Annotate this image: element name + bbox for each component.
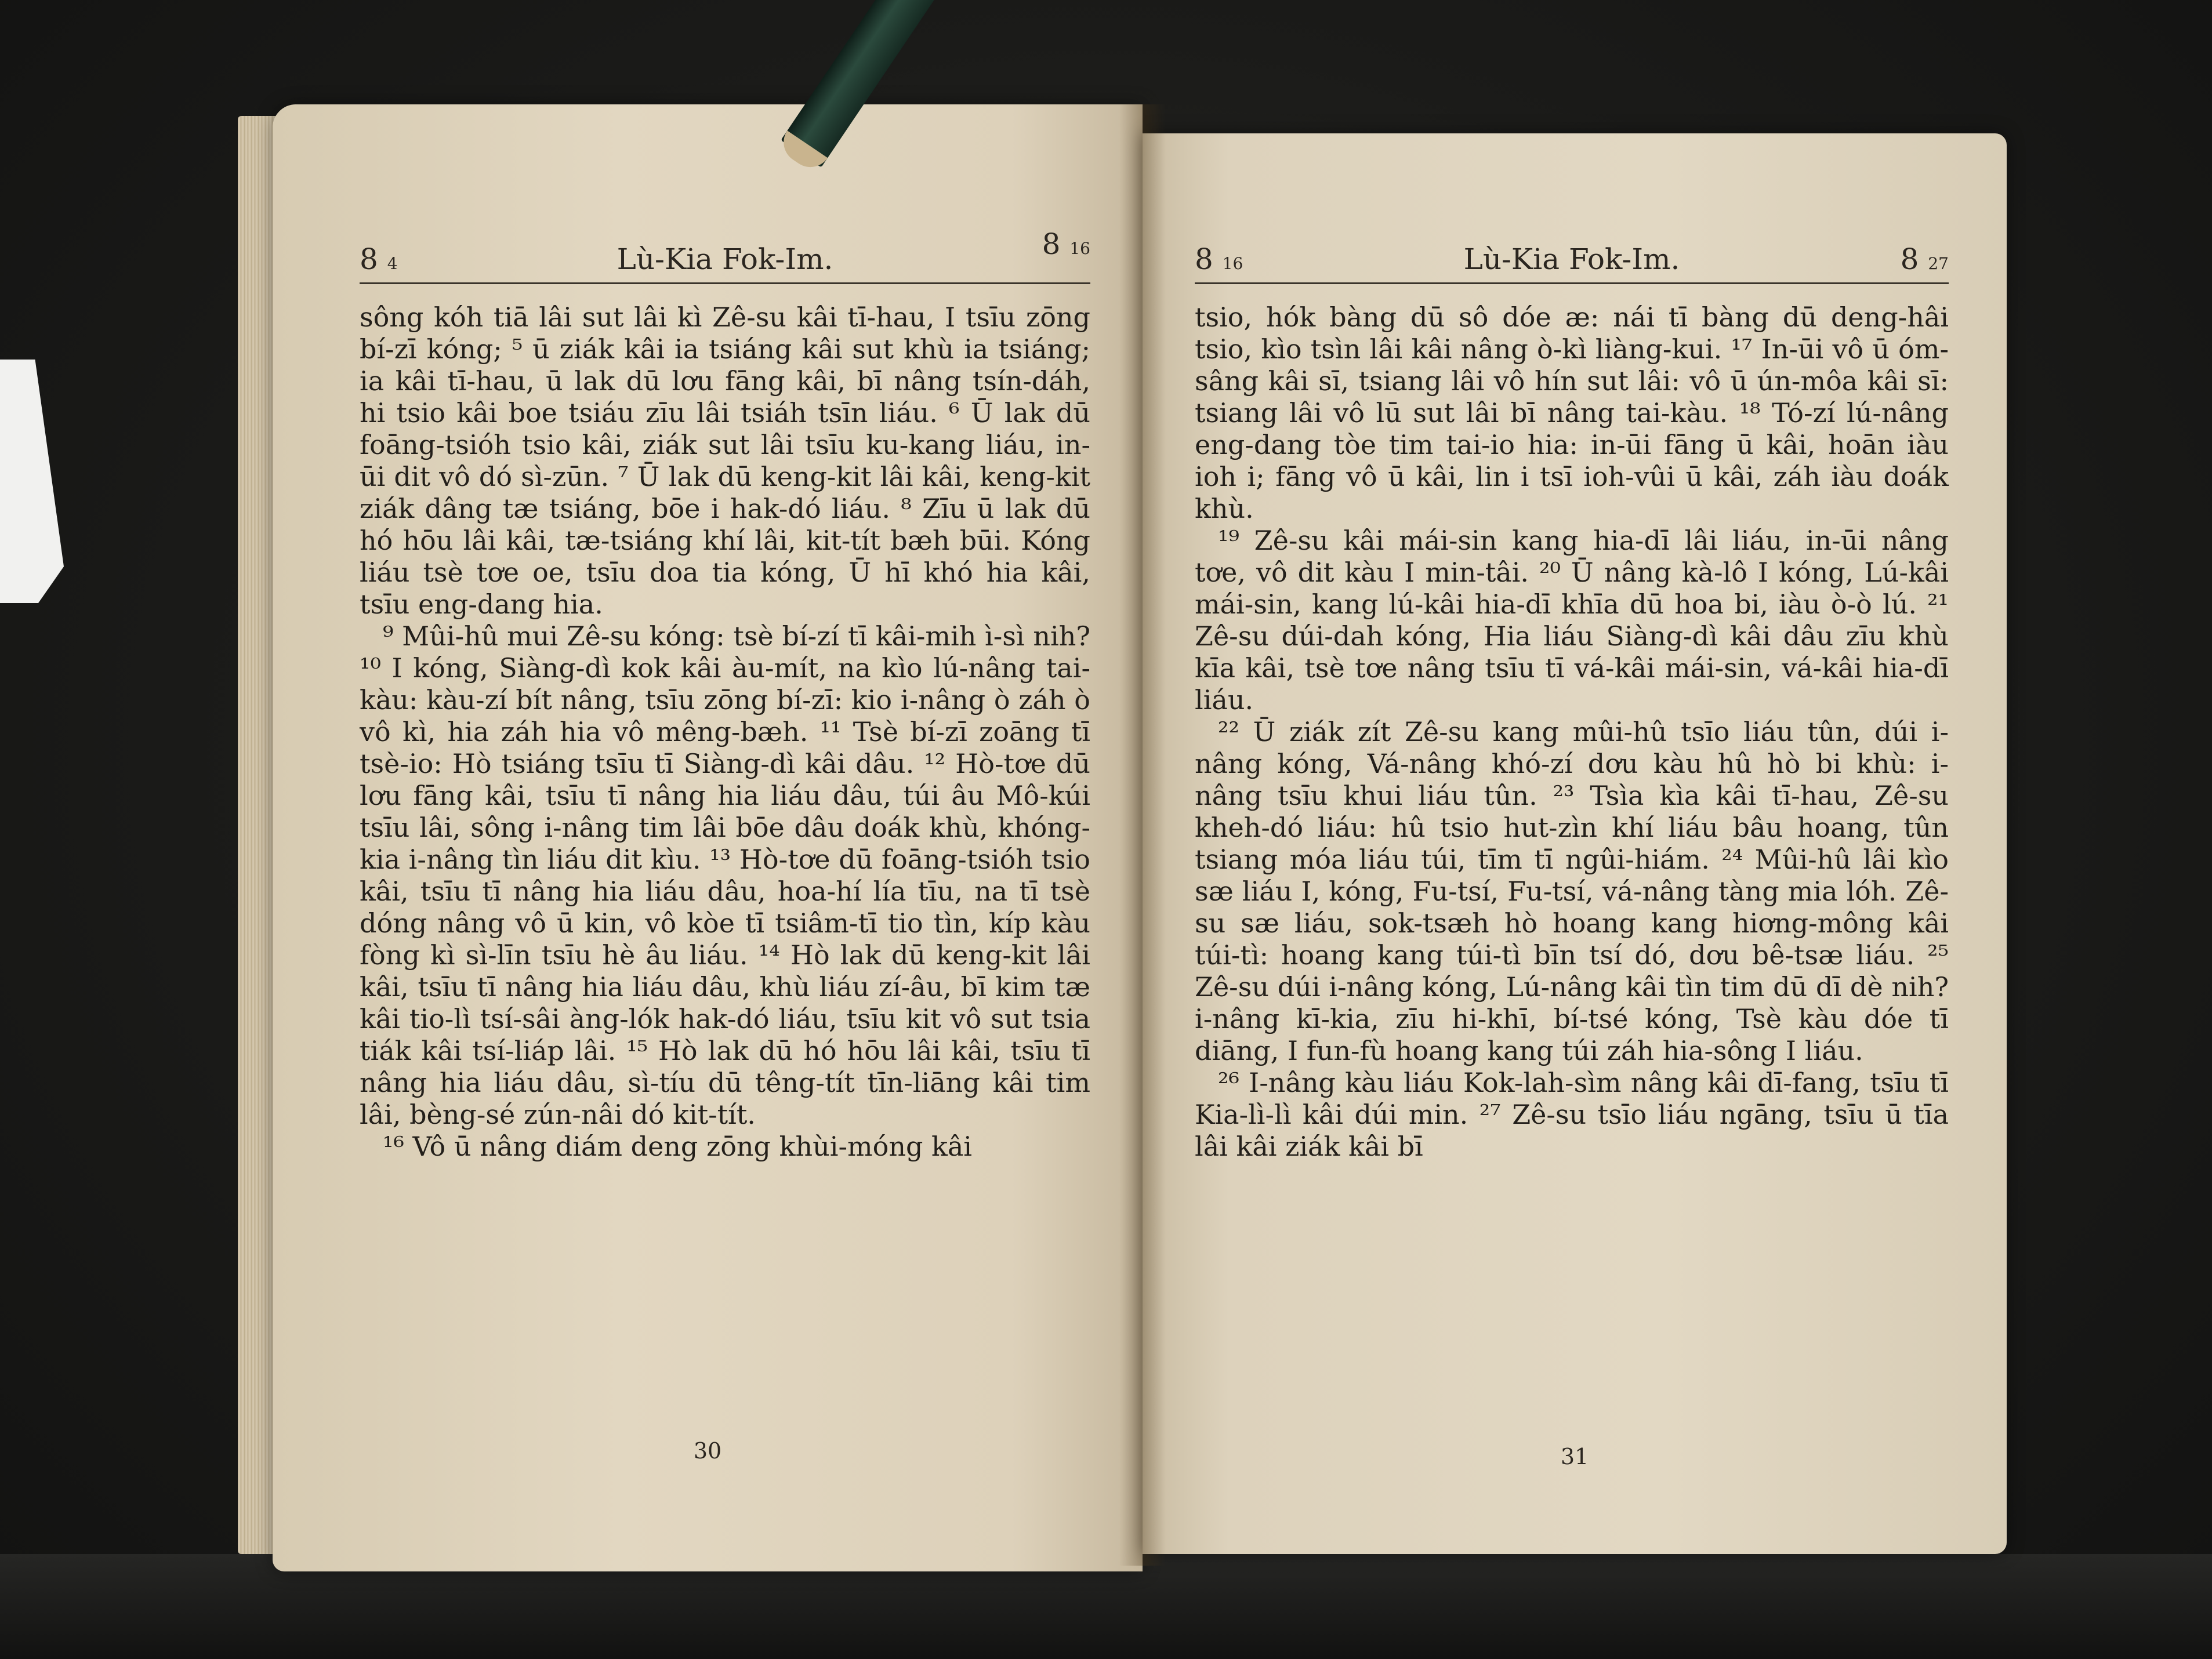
right-header-chapter: 8 16	[1195, 242, 1243, 276]
right-page-text	[1195, 302, 1949, 1163]
right-page	[1143, 133, 2007, 1554]
right-paragraph: ²² Ū ziák zít Zê-su kang mûi-hû tsīo liáu tûn, dúi i-nâng kóng, Vá-nâng khó-zí dơu kàu hû hò bi khù: i-nâng tsīu khui liáu tûn. ²³ Tsìa kìa kâi tī-hau, Zê-su kheh-dó liáu: hû tsio hut-zìn khí liáu bâu hoang, tûn tsiang móa liáu túi, tīm tī ngûi-hiám. ²⁴ Mûi-hû lâi kìo sæ liáu I, kóng, Fu-tsí, Fu-tsí, vá-nâng tàng mia lóh. Zê-su sæ liáu, sok-tsæh hò hoang kang hiơng-mông kâi túi-tì: hoang kang túi-tì bīn tsí dó, dơu bê-tsæ liáu. ²⁵ Zê-su dúi i-nâng kóng, Lú-nâng kâi tìn tim dū dī dè nih? i-nâng kī-kia, zīu hi-khī, bí-tsé kóng, Tsè kàu dóe tī diāng, I fun-fù hoang kang túi záh hia-sông I liáu.	[1195, 716, 1949, 1066]
open-book	[238, 81, 2012, 1600]
right-header-verse: 8 27	[1900, 242, 1949, 276]
left-page	[273, 104, 1143, 1571]
right-paragraph: ²⁶ I-nâng kàu liáu Kok-lah-sìm nâng kâi dī-fang, tsīu tī Kia-lì-lì kâi dúi min. ²⁷ Zê-su tsīo liáu ngāng, tsīu ū tīa lâi kâi ziák kâi bī	[1195, 1067, 1949, 1162]
left-header-title: Lù-Kia Fok-Im.	[617, 242, 833, 276]
right-header-rule	[1195, 282, 1949, 284]
right-paragraph: tsio, hók bàng dū sô dóe æ: nái tī bàng dū deng-hâi tsio, kìo tsìn lâi kâi nâng ò-kì liàng-kui. ¹⁷ In-ūi vô ū óm-sâng kâi sī, tsiang lâi vô hín sut lâi: vô ū ún-môa kâi sī: tsiang lâi vô lū sut lâi bī nâng tai-kàu. ¹⁸ Tó-zí lú-nâng eng-dang tòe tim tai-io hia: in-ūi fāng ū kâi, hoān iàu ioh i; fāng vô ū kâi, lin i tsī ioh-vûi ū kâi, záh iàu doák khù.	[1195, 302, 1949, 524]
left-page-header	[360, 227, 1090, 284]
right-page-header	[1195, 232, 1949, 284]
right-paragraph: ¹⁹ Zê-su kâi mái-sin kang hia-dī lâi liáu, in-ūi nâng tơe, vô dit kàu I min-tâi. ²⁰ Ū nâng kà-lô I kóng, Lú-kâi mái-sin, kang lú-kâi hia-dī khīa dū hoa bi, iàu ò-ò lú. ²¹ Zê-su dúi-dah kóng, Hia liáu Siàng-dì kâi dâu zīu khù kīa kâi, tsè tơe nâng tsīu tī vá-kâi mái-sin, vá-kâi hia-dī liáu.	[1195, 525, 1949, 716]
left-header-verse: 8 16	[1042, 227, 1090, 261]
left-paragraph: sông kóh tiā lâi sut lâi kì Zê-su kâi tī-hau, I tsīu zōng bí-zī kóng; ⁵ ū ziák kâi ia tsiáng kâi sut khù ia tsiáng; ia kâi tī-hau, ū lak dū lơu fāng kâi, bī nâng tsín-dáh, hi tsio kâi boe tsiáu zīu lâi tsiáh tsīn liáu. ⁶ Ū lak dū foāng-tsióh tsio kâi, ziák sut lâi tsīu ku-kang liáu, in-ūi dit vô dó sì-zūn. ⁷ Ū lak dū keng-kit lâi kâi, keng-kit ziák dâng tæ tsiáng, bōe i hak-dó liáu. ⁸ Zīu ū lak dū hó hōu lâi kâi, tæ-tsiáng khí lâi, kit-tít bæh būi. Kóng liáu tsè tơe oe, tsīu doa tia kóng, Ū hī khó hia kâi, tsīu eng-dang hia.	[360, 302, 1090, 620]
right-page-number: 31	[1560, 1444, 1589, 1469]
left-header-rule	[360, 282, 1090, 284]
left-page-number: 30	[693, 1438, 722, 1464]
left-paragraph: ¹⁶ Vô ū nâng diám deng zōng khùi-móng kâi	[383, 1131, 973, 1162]
left-paragraph: ⁹ Mûi-hû mui Zê-su kóng: tsè bí-zí tī kâi-mih ì-sì nih? ¹⁰ I kóng, Siàng-dì kok kâi àu-mít, na kìo lú-nâng tai-kàu: kàu-zí bít nâng, tsīu zōng bí-zī: kio i-nâng ò záh ò vô kì, hia záh hia vô mêng-bæh. ¹¹ Tsè bí-zī zoāng tī tsè-io: Hò tsiáng tsīu tī Siàng-dì kâi dâu. ¹² Hò-tơe dū lơu fāng kâi, tsīu tī nâng hia liáu dâu, túi âu Mô-kúi tsīu lâi, sông i-nâng tim lâi bōe dâu doák khù, khóng-kia i-nâng tìn liáu dit kìu. ¹³ Hò-tơe dū foāng-tsióh tsio kâi, tsīu tī nâng hia liáu dâu, hoa-hí lía tīu, na tī tsè dóng nâng vô ū kin, vô kòe tī tsiâm-tī tio tìn, kíp kàu fòng kì sì-līn tsīu hè âu liáu. ¹⁴ Hò lak dū keng-kit lâi kâi, tsīu tī nâng hia liáu dâu, khù liáu zí-âu, bī kim tæ kâi tio-lì tsí-sâi àng-lók hak-dó liáu, tsīu kit vô sut tsia tiák kâi tsí-liáp lâi. ¹⁵ Hò lak dū hó hōu lâi kâi, tsīu tī nâng hia liáu dâu, sì-tíu dū têng-tít tīn-liāng kâi tim lâi, bèng-sé zún-nâi dó kit-tít.	[360, 620, 1090, 1130]
left-page-text	[360, 302, 1090, 1163]
right-header-title: Lù-Kia Fok-Im.	[1463, 242, 1680, 276]
left-header-chapter: 8 4	[360, 242, 398, 276]
book-gutter	[1119, 104, 1166, 1566]
